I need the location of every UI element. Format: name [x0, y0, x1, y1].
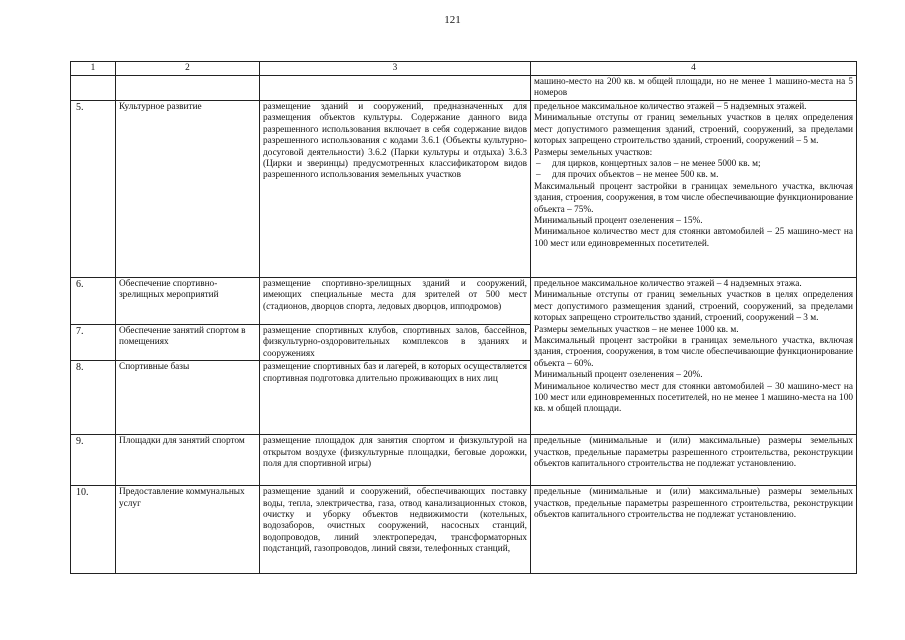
continuation-row [71, 76, 857, 101]
use-parameters: предельные (минимальные и (или) максимальные) размеры земельных участков, предельные параметры разрешенного строительства, реконструкции объектов капитального строительства не подлежат установлению. [531, 435, 857, 486]
row-number: 9. [71, 435, 116, 486]
param-text: Максимальный процент застройки в границах земельного участка, включая здания, строения, сооружения, в том числе обеспечивающие функционирование объекта – 75%. [534, 181, 853, 215]
param-dash-item: – для цирков, концертных залов – не менее 5000 кв. м; [534, 159, 853, 170]
table-row [71, 101, 857, 278]
use-parameters [531, 101, 857, 278]
header-cell-1: 1 [71, 62, 116, 76]
use-name: Спортивные базы [116, 361, 260, 435]
param-text: предельное максимальное количество этажей – 5 надземных этажей. [534, 102, 807, 112]
param-text: Размеры земельных участков: [534, 147, 653, 158]
header-cell-4: 4 [531, 62, 857, 76]
param-text: Размеры земельных участков – не менее 1000 кв. м. [534, 324, 739, 335]
param-text: Минимальные отступы от границ земельных участков в целях определения мест допустимого размещения зданий, строений, сооружений, за пределами которых запрещено строительство зданий, строений, сооружений – 3 м. [534, 290, 853, 324]
use-description: размещение площадок для занятия спортом и физкультурой на открытом воздухе (физкультурные площадки, беговые дорожки, поля для спортивной игры) [260, 435, 531, 486]
use-parameters: предельные (минимальные и (или) максимальные) размеры земельных участков, предельные параметры разрешенного строительства, реконструкции объектов капитального строительства не подлежат установлению. [531, 486, 857, 574]
sport-parameters [531, 278, 857, 435]
table-row [71, 278, 857, 325]
param-text: Минимальные отступы от границ земельных участков в целях определения мест допустимого размещения зданий, строений, сооружений, за пределами которых запрещено строительство зданий, строений, сооружений – 5 м. [534, 113, 853, 147]
use-name: Площадки для занятий спортом [116, 435, 260, 486]
continuation-params-cell: машино-место на 200 кв. м общей площади, но не менее 1 машино-места на 5 номеров [531, 76, 857, 101]
use-name: Обеспечение спортивно-зрелищных мероприятий [116, 278, 260, 325]
header-cell-3: 3 [260, 62, 531, 76]
param-text: Максимальный процент застройки в границах земельного участка, включая здания, строения, сооружения, в том числе обеспечивающие функционирование объекта – 60%. [534, 336, 853, 369]
param-text: Минимальное количество мест для стоянки автомобилей – 25 машино-мест на 100 мест или единовременных посетителей. [534, 227, 853, 249]
header-row [71, 62, 857, 76]
num-cell [71, 76, 116, 101]
land-use-table [70, 61, 857, 574]
param-text: Минимальный процент озеленения – 20%. [534, 370, 703, 381]
page-number: 121 [444, 14, 461, 26]
param-text: Минимальный процент озеленения – 15%. [534, 216, 703, 227]
use-name: Обеспечение занятий спортом в помещениях [116, 325, 260, 361]
use-name: Предоставление коммунальных услуг [116, 486, 260, 574]
param-text: Минимальное количество мест для стоянки автомобилей – 30 машино-мест на 100 мест или единовременных посетителей, но не менее 1 машино-места на 100 кв. м общей площади. [534, 381, 853, 415]
use-name: Культурное развитие [116, 101, 260, 278]
name-cell [116, 76, 260, 101]
row-number: 6. [71, 278, 116, 325]
table-row [71, 435, 857, 486]
param-dash-item: – для прочих объектов – не менее 500 кв. м. [534, 170, 853, 181]
param-text: предельное максимальное количество этажей – 4 надземных этажа. [534, 279, 802, 289]
use-description: размещение зданий и сооружений, обеспечивающих поставку воды, тепла, электричества, газа, отвод канализационных стоков, очистку и уборку объектов недвижимости (котельных, водозаборов, очистных сооружений, насосных станций, водопроводов, линий электропередач, трансформаторных подстанций, газопроводов, линий связи, телефонных станций, [260, 486, 531, 574]
row-number: 10. [71, 486, 116, 574]
use-description: размещение спортивных баз и лагерей, в которых осуществляется спортивная подготовка длительно проживающих в них лиц [260, 361, 531, 435]
row-number: 5. [71, 101, 116, 278]
use-description: размещение зданий и сооружений, предназначенных для размещения объектов культуры. Содержание данного вида разрешенного использования включает в себя содержание видов разрешенного использования с кодами 3.6.1 (Объекты культурно-досуговой деятельности) 3.6.2 (Парки культуры и отдыха) 3.6.3 (Цирки и зверинцы) предусмотренных классификатором видов разрешенного использования земельных участков [260, 101, 531, 278]
table-row [71, 486, 857, 574]
use-description: размещение спортивных клубов, спортивных залов, бассейнов, физкультурно-оздоровительных комплексов в зданиях и сооружениях [260, 325, 531, 361]
use-description: размещение спортивно-зрелищных зданий и сооружений, имеющих специальные места для зрителей от 500 мест (стадионов, дворцов спорта, ледовых дворцов, ипподромов) [260, 278, 531, 325]
header-cell-2: 2 [116, 62, 260, 76]
row-number: 7. [71, 325, 116, 361]
desc-cell [260, 76, 531, 101]
row-number: 8. [71, 361, 116, 435]
